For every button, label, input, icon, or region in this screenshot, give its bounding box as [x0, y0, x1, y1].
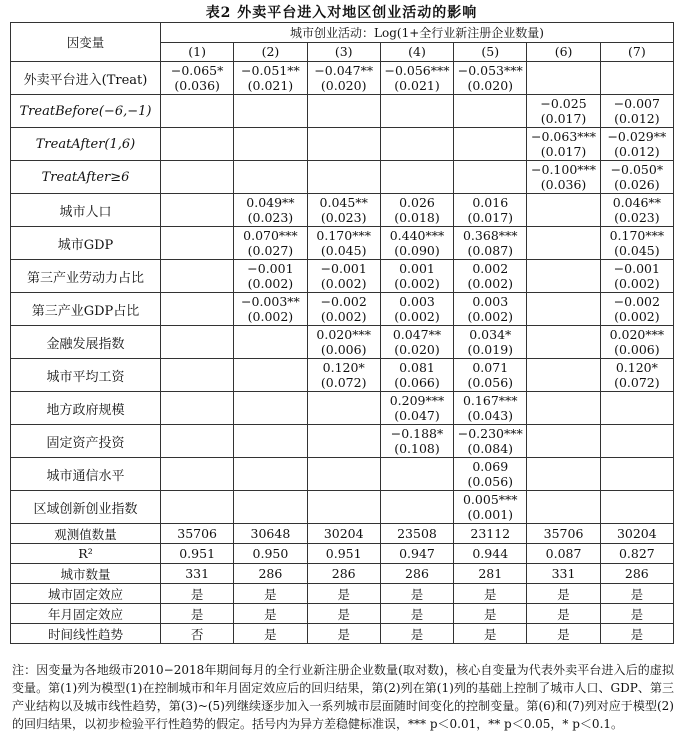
stat-value: 286 [234, 564, 307, 584]
coefficient: 0.120* [322, 360, 365, 375]
coefficient: 0.070*** [243, 228, 298, 243]
coef-cell [454, 260, 527, 293]
coef-cell [600, 359, 673, 392]
stat-value: 是 [234, 584, 307, 604]
stat-row [11, 524, 674, 544]
standard-error: (0.002) [320, 309, 367, 324]
coef-cell [307, 326, 380, 359]
standard-error: (0.006) [614, 342, 660, 357]
row-label: TreatAfter(1,6) [11, 128, 161, 161]
coef-cell [380, 128, 453, 161]
coef-row [11, 392, 674, 425]
coef-cell [307, 491, 380, 524]
coef-cell [527, 392, 600, 425]
coefficient: −0.001 [320, 261, 367, 276]
coef-cell [527, 326, 600, 359]
coef-cell [454, 95, 527, 128]
coef-row [11, 359, 674, 392]
standard-error: (0.002) [320, 276, 367, 291]
coef-cell [161, 491, 234, 524]
stat-value: 是 [380, 604, 453, 624]
stat-value: 是 [600, 624, 673, 644]
coefficient: 0.167*** [462, 393, 518, 408]
coefficient: 0.045** [319, 195, 368, 210]
coefficient: 0.440*** [389, 228, 445, 243]
coef-cell [600, 62, 673, 95]
coefficient: −0.063*** [531, 129, 597, 144]
column-number: (6) [527, 42, 600, 62]
stat-value: 是 [234, 624, 307, 644]
coef-cell [380, 326, 453, 359]
coef-cell [307, 161, 380, 194]
coef-row [11, 161, 674, 194]
coefficient: 0.069 [472, 459, 509, 474]
coef-cell [454, 128, 527, 161]
coef-cell [454, 194, 527, 227]
coef-cell [527, 128, 600, 161]
stat-value: 286 [600, 564, 673, 584]
coef-cell [454, 161, 527, 194]
standard-error: (0.043) [467, 408, 514, 423]
coef-cell [161, 458, 234, 491]
standard-error: (0.027) [247, 243, 294, 258]
stat-value: 23112 [454, 524, 527, 544]
coefficient: −0.001 [613, 261, 660, 276]
standard-error: (0.023) [247, 210, 294, 225]
coefficient: 0.170*** [316, 228, 371, 243]
coef-cell [527, 227, 600, 260]
coef-cell [454, 491, 527, 524]
standard-error: (0.045) [320, 243, 367, 258]
row-label: 区域创新创业指数 [11, 491, 161, 524]
coefficient: 0.016 [472, 195, 509, 210]
coefficient: −0.188* [390, 426, 444, 441]
coef-cell [380, 194, 453, 227]
row-label: TreatAfter≥6 [11, 161, 161, 194]
coef-cell [380, 227, 453, 260]
coef-cell [380, 392, 453, 425]
stat-value: 是 [527, 624, 600, 644]
coefficient: 0.120* [615, 360, 658, 375]
coef-cell [307, 359, 380, 392]
coef-cell [307, 458, 380, 491]
coef-cell [161, 95, 234, 128]
coef-cell [161, 326, 234, 359]
coefficient: −0.050* [610, 162, 664, 177]
coef-cell [454, 392, 527, 425]
standard-error: (0.002) [467, 276, 514, 291]
coef-cell [161, 260, 234, 293]
stat-value: 23508 [380, 524, 453, 544]
coef-cell [527, 260, 600, 293]
stat-value: 30204 [600, 524, 673, 544]
coef-cell [454, 62, 527, 95]
coefficient: 0.001 [399, 261, 435, 276]
stat-label: 时间线性趋势 [11, 624, 161, 644]
standard-error: (0.012) [614, 144, 660, 159]
standard-error: (0.066) [394, 375, 440, 390]
coef-cell [234, 392, 307, 425]
coef-row [11, 326, 674, 359]
coef-row [11, 260, 674, 293]
coef-cell [454, 326, 527, 359]
standard-error: (0.072) [614, 375, 660, 390]
stat-value: 281 [454, 564, 527, 584]
coefficient: −0.100*** [531, 162, 597, 177]
coefficient: −0.029** [607, 129, 667, 144]
coef-row [11, 491, 674, 524]
coef-cell [380, 458, 453, 491]
coef-cell [161, 359, 234, 392]
coef-cell [527, 194, 600, 227]
coef-cell [380, 95, 453, 128]
stat-row [11, 604, 674, 624]
coef-cell [600, 128, 673, 161]
row-label: 第三产业劳动力占比 [11, 260, 161, 293]
coef-cell [161, 227, 234, 260]
coefficient: 0.034* [469, 327, 512, 342]
stat-value: 是 [454, 624, 527, 644]
coefficient: 0.005*** [462, 492, 518, 507]
standard-error: (0.084) [467, 441, 514, 456]
stat-row [11, 584, 674, 604]
table-note: 注：因变量为各地级市2010−2018年期间每月的全行业新注册企业数量(取对数)，核心自变量为代表外卖平台进入后的虚拟变量。第(1)列为模型(1)在控制城市和年月固定效应后的回归结果，第(2)列在第(1)列的基础上控制了城市人口、GDP、第三产业结构以及城市线性趋势，第(3)~(5)列继续逐步加入一系列城市层面随时间变化的控制变量。第(6)和(7)列对应于模型(2)的回归结果，以初步检验平行性趋势的假定。括号内为异方差稳健标准误，*** p＜0.01，** p＜0.05，* p＜0.1。 [12, 663, 674, 731]
coef-cell [380, 491, 453, 524]
stat-value: 0.087 [527, 544, 600, 564]
row-label: 金融发展指数 [11, 326, 161, 359]
coef-cell [380, 293, 453, 326]
standard-error: (0.002) [394, 309, 440, 324]
standard-error: (0.021) [247, 78, 294, 93]
coefficient: −0.053*** [457, 63, 523, 78]
coef-cell [234, 194, 307, 227]
coef-cell [234, 161, 307, 194]
stat-value: 0.951 [307, 544, 380, 564]
row-label: 第三产业GDP占比 [11, 293, 161, 326]
coef-cell [234, 128, 307, 161]
standard-error: (0.047) [394, 408, 440, 423]
standard-error: (0.002) [394, 276, 440, 291]
standard-error: (0.023) [614, 210, 660, 225]
coefficient: 0.368*** [462, 228, 518, 243]
stat-value: 0.827 [600, 544, 673, 564]
coefficient: 0.047** [392, 327, 442, 342]
column-number: (2) [234, 42, 307, 62]
coefficient: −0.007 [613, 96, 660, 111]
coefficient: 0.003 [399, 294, 435, 309]
stat-value: 是 [307, 624, 380, 644]
stat-label: 城市数量 [11, 564, 161, 584]
coefficient: 0.071 [472, 360, 509, 375]
coef-cell [234, 227, 307, 260]
coefficient: 0.020*** [609, 327, 665, 342]
stat-value: 是 [161, 604, 234, 624]
coef-cell [527, 293, 600, 326]
coef-cell [600, 194, 673, 227]
row-label: TreatBefore(−6,−1) [11, 95, 161, 128]
standard-error: (0.056) [467, 375, 514, 390]
coef-cell [600, 326, 673, 359]
coefficient: 0.081 [399, 360, 435, 375]
standard-error: (0.017) [540, 111, 587, 126]
coefficient: 0.209*** [389, 393, 445, 408]
coefficient: −0.065* [170, 63, 224, 78]
standard-error: (0.002) [247, 276, 294, 291]
stat-value: 否 [161, 624, 234, 644]
stat-value: 35706 [527, 524, 600, 544]
stat-value: 是 [454, 584, 527, 604]
coef-cell [234, 62, 307, 95]
column-number: (3) [307, 42, 380, 62]
standard-error: (0.020) [467, 78, 514, 93]
coef-cell [380, 62, 453, 95]
coef-cell [600, 293, 673, 326]
stat-value: 是 [600, 604, 673, 624]
coefficient: 0.049** [246, 195, 295, 210]
coef-cell [600, 95, 673, 128]
coef-cell [600, 260, 673, 293]
standard-error: (0.020) [394, 342, 440, 357]
coef-row [11, 425, 674, 458]
standard-error: (0.090) [394, 243, 440, 258]
table-title: 表2 外卖平台进入对地区创业活动的影响 [205, 5, 478, 21]
stat-value: 286 [307, 564, 380, 584]
coef-cell [161, 194, 234, 227]
standard-error: (0.026) [614, 177, 660, 192]
coefficient: 0.026 [399, 195, 435, 210]
standard-error: (0.019) [467, 342, 514, 357]
standard-error: (0.002) [614, 309, 660, 324]
coefficient: −0.056*** [384, 63, 450, 78]
regression-table [10, 22, 674, 644]
coef-row [11, 227, 674, 260]
row-label: 城市人口 [11, 194, 161, 227]
stat-value: 35706 [161, 524, 234, 544]
stat-value: 是 [307, 604, 380, 624]
standard-error: (0.002) [247, 309, 294, 324]
coef-row [11, 293, 674, 326]
coef-cell [161, 128, 234, 161]
coef-cell [454, 227, 527, 260]
standard-error: (0.006) [320, 342, 367, 357]
coef-cell [234, 95, 307, 128]
coef-row [11, 194, 674, 227]
stat-value: 0.947 [380, 544, 453, 564]
coef-cell [600, 425, 673, 458]
coef-cell [234, 326, 307, 359]
column-number: (4) [380, 42, 453, 62]
coef-cell [161, 62, 234, 95]
coef-cell [600, 161, 673, 194]
coef-cell [454, 458, 527, 491]
standard-error: (0.020) [320, 78, 367, 93]
coef-cell [234, 359, 307, 392]
coef-cell [454, 293, 527, 326]
coef-cell [234, 425, 307, 458]
coef-cell [527, 425, 600, 458]
coefficient: −0.002 [320, 294, 367, 309]
stat-value: 是 [161, 584, 234, 604]
stat-row [11, 564, 674, 584]
row-label: 城市通信水平 [11, 458, 161, 491]
row-label: 城市平均工资 [11, 359, 161, 392]
coef-cell [307, 95, 380, 128]
standard-error: (0.056) [467, 474, 514, 489]
standard-error: (0.036) [540, 177, 587, 192]
coef-cell [600, 458, 673, 491]
coef-cell [527, 458, 600, 491]
coef-row [11, 62, 674, 95]
coefficient: 0.020*** [316, 327, 371, 342]
row-label: 城市GDP [11, 227, 161, 260]
coef-cell [307, 293, 380, 326]
coef-cell [234, 491, 307, 524]
stat-label: 城市固定效应 [11, 584, 161, 604]
coef-cell [600, 392, 673, 425]
stat-row [11, 624, 674, 644]
coef-cell [600, 491, 673, 524]
coefficient: 0.170*** [609, 228, 665, 243]
coefficient: −0.047** [314, 63, 374, 78]
coef-cell [527, 95, 600, 128]
stat-value: 是 [527, 604, 600, 624]
coef-cell [454, 425, 527, 458]
standard-error: (0.021) [394, 78, 440, 93]
stat-value: 0.950 [234, 544, 307, 564]
stat-value: 是 [527, 584, 600, 604]
coef-cell [527, 359, 600, 392]
column-number: (1) [161, 42, 234, 62]
row-label: 外卖平台进入(Treat) [11, 62, 161, 95]
coefficient: −0.230*** [457, 426, 523, 441]
coef-cell [307, 194, 380, 227]
stat-value: 是 [380, 624, 453, 644]
coef-cell [307, 227, 380, 260]
standard-error: (0.023) [320, 210, 367, 225]
coef-cell [380, 425, 453, 458]
stat-row [11, 544, 674, 564]
stat-value: 0.951 [161, 544, 234, 564]
coef-cell [380, 359, 453, 392]
coef-cell [380, 260, 453, 293]
standard-error: (0.087) [467, 243, 514, 258]
column-number: (5) [454, 42, 527, 62]
coef-cell [380, 161, 453, 194]
coef-row [11, 95, 674, 128]
standard-error: (0.108) [394, 441, 440, 456]
coef-cell [454, 359, 527, 392]
stat-value: 0.944 [454, 544, 527, 564]
standard-error: (0.017) [467, 210, 514, 225]
coef-cell [307, 260, 380, 293]
coef-cell [234, 260, 307, 293]
coef-cell [161, 293, 234, 326]
stat-value: 是 [454, 604, 527, 624]
coef-cell [600, 227, 673, 260]
coefficient: 0.003 [472, 294, 509, 309]
standard-error: (0.045) [614, 243, 660, 258]
stat-value: 30648 [234, 524, 307, 544]
coefficient: −0.025 [540, 96, 587, 111]
stat-value: 30204 [307, 524, 380, 544]
standard-error: (0.001) [467, 507, 514, 522]
coef-cell [307, 425, 380, 458]
coefficient: −0.051** [241, 63, 300, 78]
stat-label: R² [11, 544, 161, 564]
coef-cell [161, 392, 234, 425]
standard-error: (0.017) [540, 144, 587, 159]
coefficient: −0.001 [247, 261, 294, 276]
coefficient: 0.046** [612, 195, 661, 210]
stat-value: 286 [380, 564, 453, 584]
stat-value: 331 [161, 564, 234, 584]
coef-cell [234, 458, 307, 491]
standard-error: (0.072) [320, 375, 367, 390]
stat-value: 是 [380, 584, 453, 604]
dep-var-desc: 城市创业活动：Log(1+全行业新注册企业数量) [161, 23, 674, 43]
coef-cell [527, 491, 600, 524]
standard-error: (0.002) [614, 276, 660, 291]
coefficient: 0.002 [472, 261, 509, 276]
coef-row [11, 458, 674, 491]
coef-cell [527, 161, 600, 194]
coefficient: −0.003** [241, 294, 300, 309]
dep-var-label: 因变量 [11, 23, 161, 62]
standard-error: (0.012) [614, 111, 660, 126]
standard-error: (0.036) [174, 78, 220, 93]
row-label: 地方政府规模 [11, 392, 161, 425]
coef-cell [234, 293, 307, 326]
coef-cell [307, 392, 380, 425]
coefficient: −0.002 [613, 294, 660, 309]
coef-row [11, 128, 674, 161]
stat-value: 是 [307, 584, 380, 604]
stat-label: 年月固定效应 [11, 604, 161, 624]
coef-cell [527, 62, 600, 95]
coef-cell [307, 62, 380, 95]
row-label: 固定资产投资 [11, 425, 161, 458]
coef-cell [161, 161, 234, 194]
coef-cell [161, 425, 234, 458]
standard-error: (0.018) [394, 210, 440, 225]
column-number: (7) [600, 42, 673, 62]
stat-value: 331 [527, 564, 600, 584]
standard-error: (0.002) [467, 309, 514, 324]
stat-label: 观测值数量 [11, 524, 161, 544]
stat-value: 是 [600, 584, 673, 604]
coef-cell [307, 128, 380, 161]
stat-value: 是 [234, 604, 307, 624]
